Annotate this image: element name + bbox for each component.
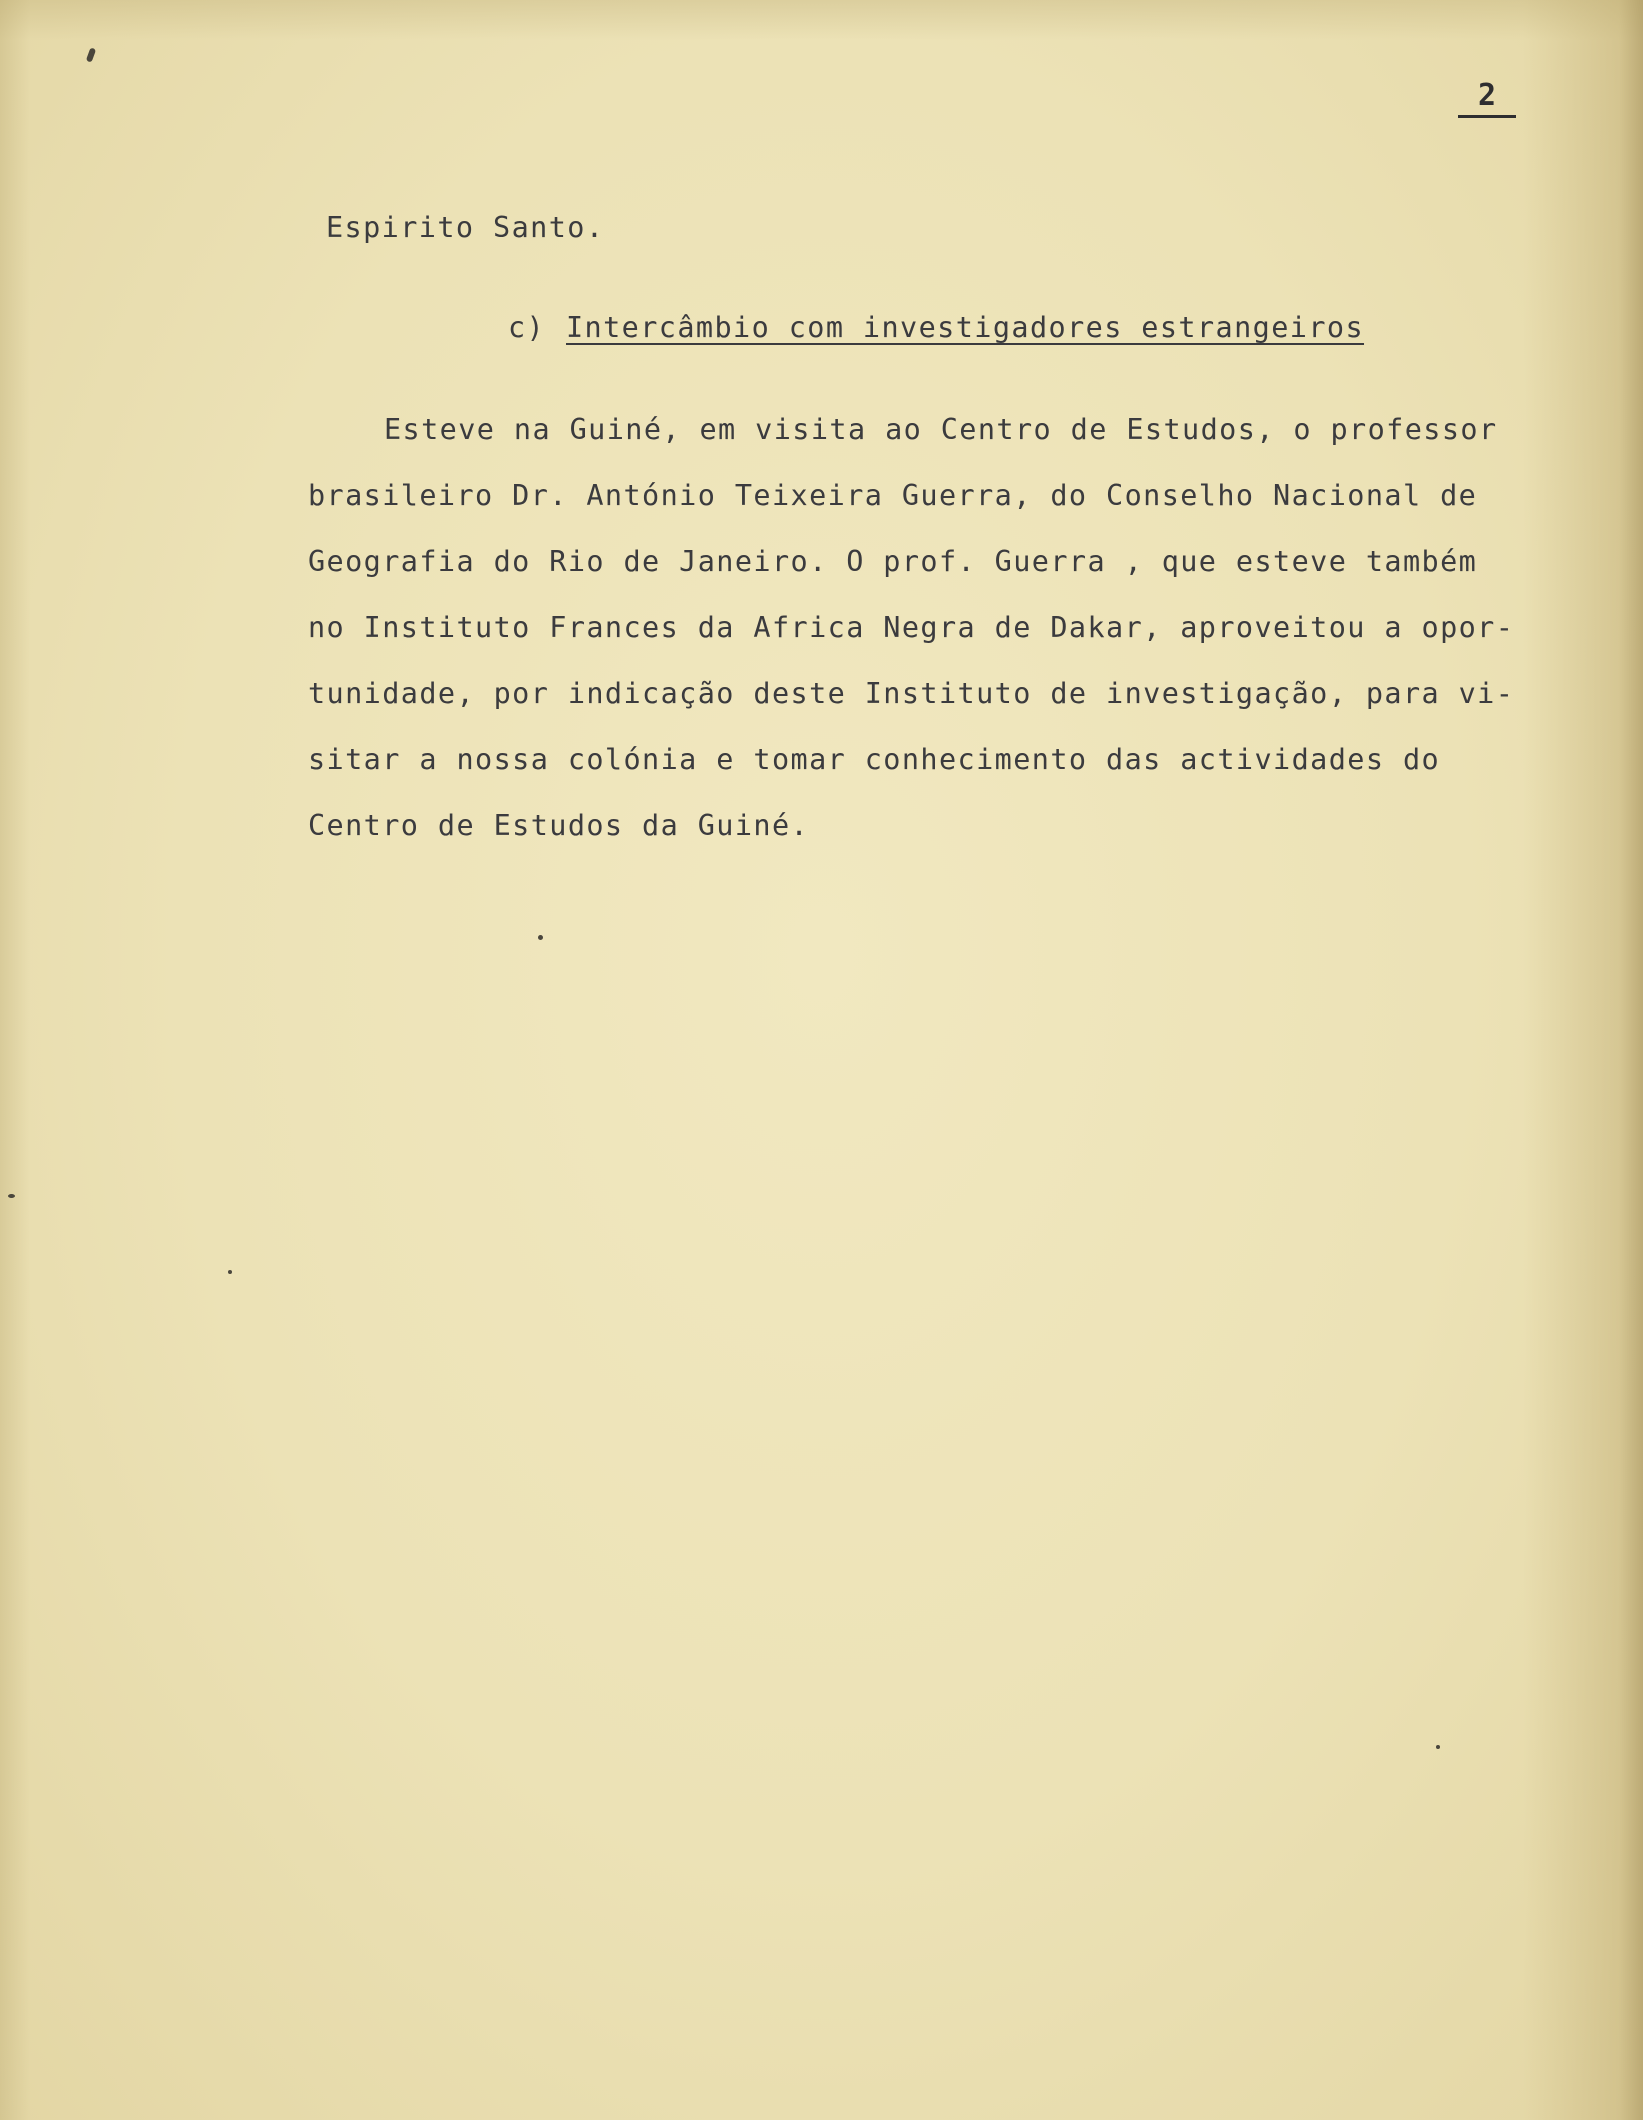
paragraph-line-5: tunidade, por indicação deste Instituto de investigação, para vi-: [308, 677, 1515, 710]
paragraph-line-3: Geografia do Rio de Janeiro. O prof. Guerra , que esteve também: [308, 545, 1478, 578]
paragraph-line-1: Esteve na Guiné, em visita ao Centro de Estudos, o professor: [384, 413, 1498, 446]
paper-speck: [86, 47, 96, 62]
paper-speck: [538, 935, 543, 940]
paper-aging-top: [0, 0, 1643, 40]
paragraph-line-2: brasileiro Dr. António Teixeira Guerra, do Conselho Nacional de: [308, 479, 1478, 512]
section-marker: c): [508, 311, 546, 344]
paper-speck: [228, 1270, 232, 1274]
paragraph-line-6: sitar a nossa colónia e tomar conhecimento das actividades do: [308, 743, 1441, 776]
continuation-text: Espirito Santo.: [326, 211, 605, 244]
paper-aging-left: [0, 0, 30, 2120]
paper-aging-right: [1523, 0, 1643, 2120]
paper-speck: [1436, 1745, 1440, 1749]
paragraph-line-7: Centro de Estudos da Guiné.: [308, 809, 810, 842]
paper-speck: [8, 1194, 15, 1198]
paragraph-line-4: no Instituto Frances da Africa Negra de Dakar, aproveitou a opor-: [308, 611, 1515, 644]
page-number: 2: [1458, 78, 1516, 118]
section-heading: Intercâmbio com investigadores estrangeiros: [566, 311, 1365, 344]
